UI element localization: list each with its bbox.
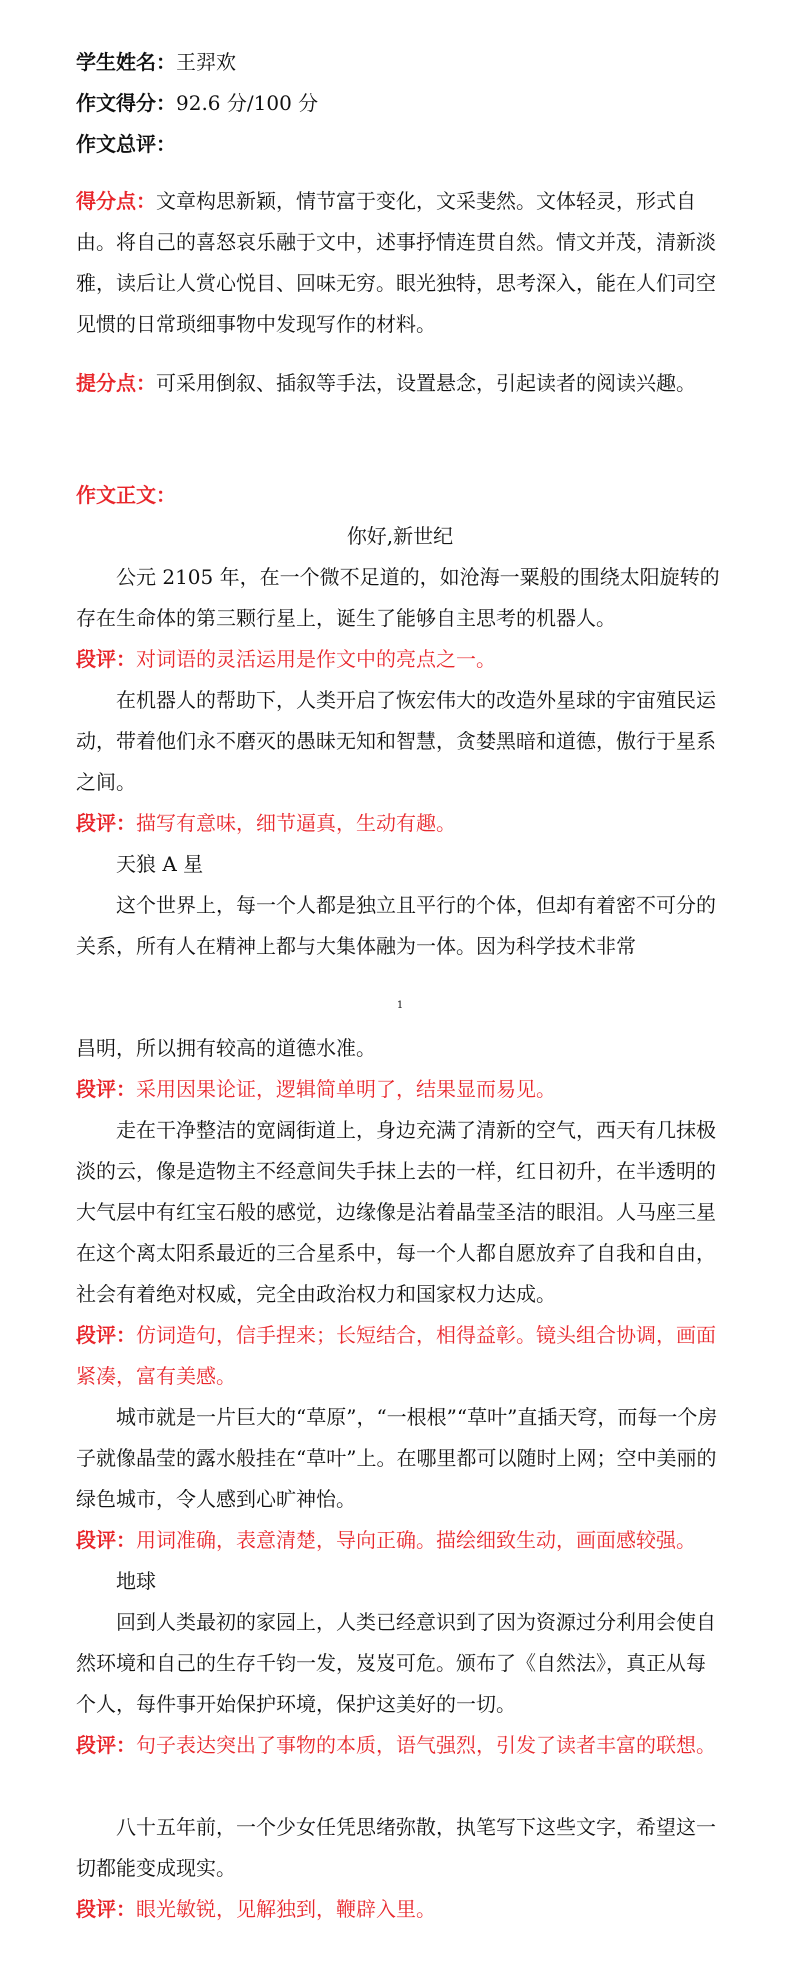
- comment-text: 采用因果论证，逻辑简单明了，结果显而易见。: [136, 1077, 556, 1101]
- improvement-text: 可采用倒叙、插叙等手法，设置悬念，引起读者的阅读兴趣。: [156, 371, 696, 395]
- paragraph-comment: [76, 1520, 724, 1561]
- essay-paragraph: 公元 2105 年，在一个微不足道的，如沧海一粟般的围绕太阳旋转的存在生命体的第三颗行星上，诞生了能够自主思考的机器人。: [76, 565, 720, 630]
- paragraph-comment: [76, 1725, 724, 1766]
- improvement-label: 提分点：: [76, 371, 156, 395]
- essay-paragraph: 昌明，所以拥有较高的道德水准。: [76, 1036, 376, 1060]
- summary-label: 作文总评：: [76, 132, 176, 156]
- paragraph-comment: [76, 639, 724, 680]
- improvement-paragraph: [76, 363, 724, 404]
- comment-label: 段评：: [76, 1077, 136, 1101]
- essay-paragraph: 走在干净整洁的宽阔街道上，身边充满了清新的空气，西天有几抹极淡的云，像是造物主不经意间失手抹上去的一样，红日初升，在半透明的大气层中有红宝石般的感觉，边缘像是沾着晶莹圣洁的眼泪。人马座三星在这个离太阳系最近的三合星系中，每一个人都自愿放弃了自我和自由，社会有着绝对权威，完全由政治权力和国家权力达成。: [76, 1118, 716, 1306]
- comment-text: 仿词造句，信手捏来；长短结合，相得益彰。镜头组合协调，画面紧凑，富有美感。: [76, 1323, 716, 1388]
- comment-text: 句子表达突出了事物的本质，语气强烈，引发了读者丰富的联想。: [136, 1733, 716, 1757]
- essay-paragraph: 回到人类最初的家园上，人类已经意识到了因为资源过分利用会使自然环境和自己的生存千钧一发，岌岌可危。颁布了《自然法》，真正从每个人，每件事开始保护环境，保护这美好的一切。: [76, 1610, 716, 1716]
- comment-label: 段评：: [76, 647, 136, 671]
- comment-label: 段评：: [76, 1897, 136, 1921]
- essay-paragraph: 这个世界上，每一个人都是独立且平行的个体，但却有着密不可分的关系，所有人在精神上都与大集体融为一体。因为科学技术非常: [76, 893, 716, 958]
- essay-score-line: [76, 83, 318, 124]
- section-heading-sirius: 天狼 A 星: [116, 852, 204, 876]
- paragraph-comment: [76, 1069, 724, 1110]
- comment-label: 段评：: [76, 1528, 136, 1552]
- scoring-points-text: 文章构思新颖，情节富于变化，文采斐然。文体轻灵，形式自由。将自己的喜怒哀乐融于文中，述事抒情连贯自然。情文并茂，清新淡雅，读后让人赏心悦目、回味无穷。眼光独特，思考深入，能在人们司空见惯的日常琐细事物中发现写作的材料。: [76, 189, 716, 336]
- student-name-line: [76, 42, 236, 83]
- section-heading-earth: 地球: [116, 1569, 156, 1593]
- comment-text: 对词语的灵活运用是作文中的亮点之一。: [136, 647, 496, 671]
- paragraph-comment: [76, 1315, 724, 1397]
- essay-score-value: 92.6 分/100 分: [176, 91, 319, 115]
- comment-text: 眼光敏锐，见解独到，鞭辟入里。: [136, 1897, 436, 1921]
- student-name-label: 学生姓名：: [76, 50, 176, 74]
- paragraph-comment: [76, 1889, 724, 1930]
- essay-section-label: 作文正文：: [76, 483, 176, 507]
- essay-paragraph: 城市就是一片巨大的“草原”，“一根根”“草叶”直插天穹，而每一个房子就像晶莹的露水般挂在“草叶”上。在哪里都可以随时上网；空中美丽的绿色城市，令人感到心旷神怡。: [76, 1405, 718, 1511]
- comment-text: 用词准确，表意清楚，导向正确。描绘细致生动，画面感较强。: [136, 1528, 696, 1552]
- essay-paragraph: 在机器人的帮助下，人类开启了恢宏伟大的改造外星球的宇宙殖民运动，带着他们永不磨灭的愚昧无知和智慧，贪婪黑暗和道德，傲行于星系之间。: [76, 688, 716, 794]
- scoring-points-label: 得分点：: [76, 189, 156, 213]
- comment-label: 段评：: [76, 1733, 136, 1757]
- page-number: 1: [396, 1000, 404, 1011]
- comment-text: 描写有意味，细节逼真，生动有趣。: [136, 811, 456, 835]
- essay-paragraph: 八十五年前，一个少女任凭思绪弥散，执笔写下这些文字，希望这一切都能变成现实。: [76, 1815, 716, 1880]
- student-name-value: 王羿欢: [176, 50, 236, 74]
- essay-score-label: 作文得分：: [76, 91, 176, 115]
- paragraph-comment: [76, 803, 724, 844]
- scoring-points-paragraph: [76, 181, 724, 345]
- comment-label: 段评：: [76, 1323, 136, 1347]
- essay-title: 你好,新世纪: [346, 524, 454, 548]
- comment-label: 段评：: [76, 811, 136, 835]
